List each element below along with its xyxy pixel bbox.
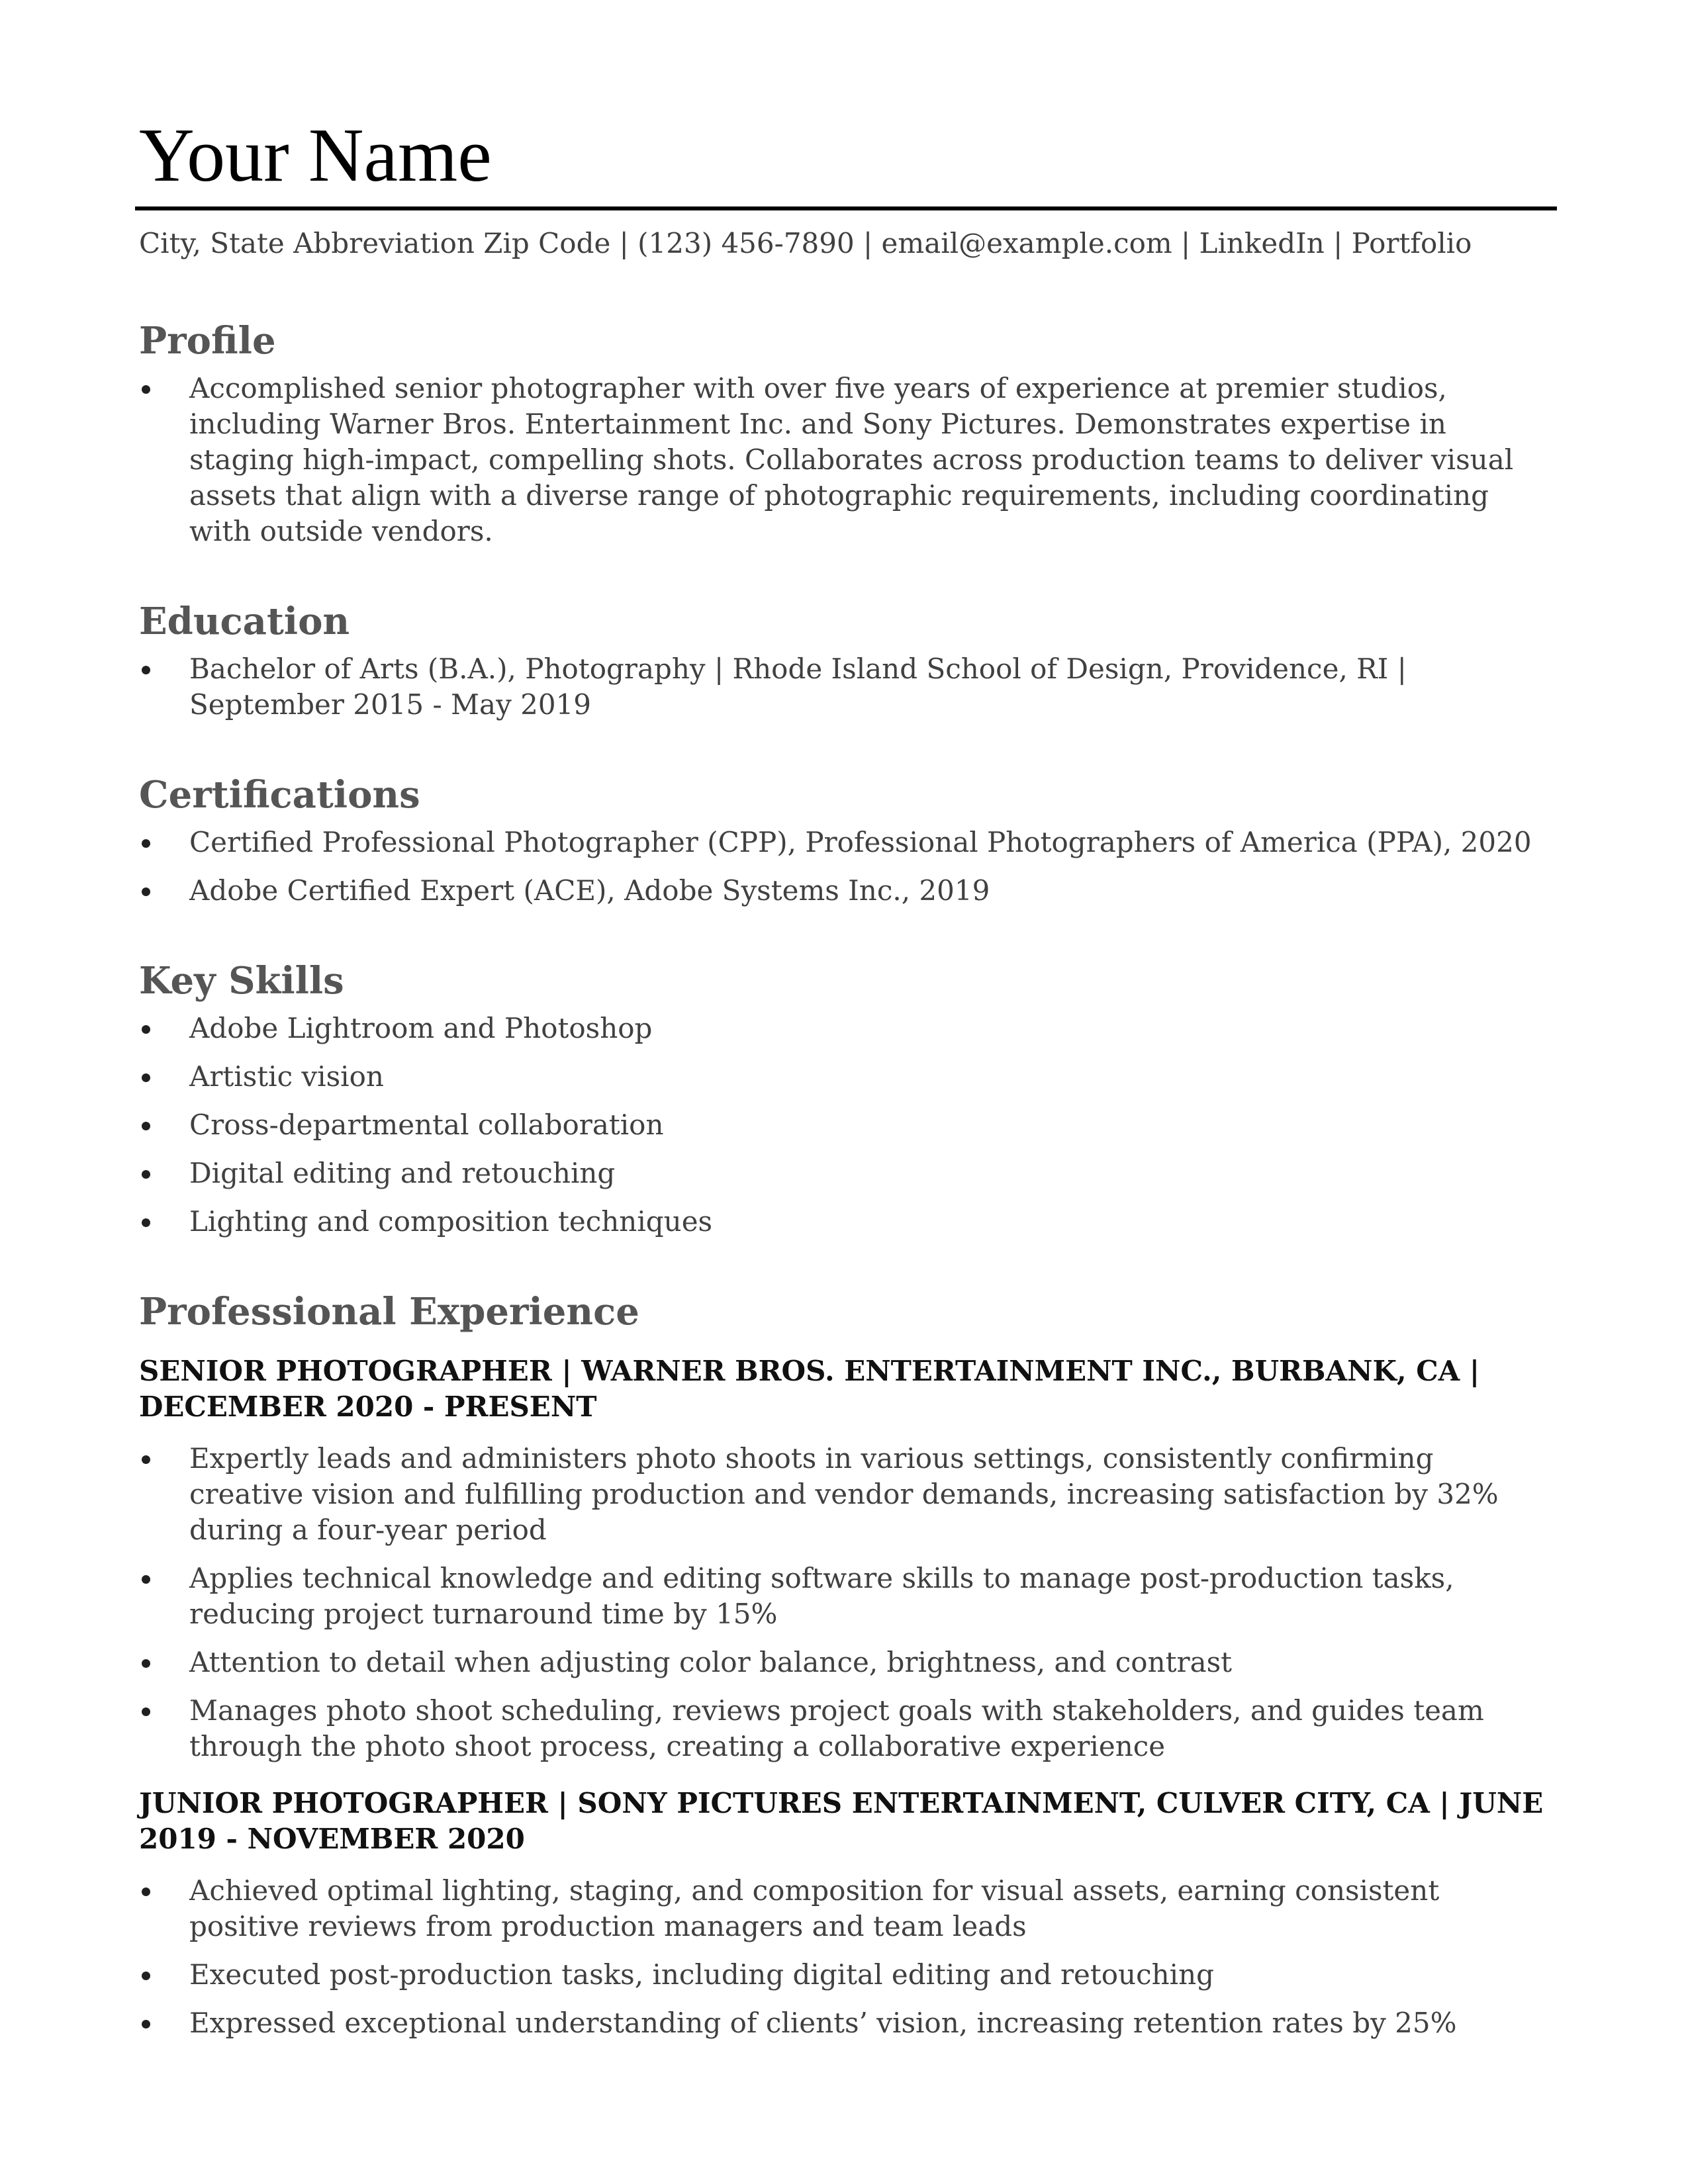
job-1-list [139, 1441, 1549, 1764]
job-heading-junior-photographer: JUNIOR PHOTOGRAPHER | SONY PICTURES ENTERTAINMENT, CULVER CITY, CA | JUNE 2019 - NOVEMBER 2020 [139, 1787, 1544, 1855]
list-item: Manages photo shoot scheduling, reviews project goals with stakeholders, and guides team through the photo shoot process, creating a collaborative experience [139, 1693, 1549, 1764]
list-item: Expressed exceptional understanding of clients’ vision, increasing retention rates by 25% [139, 2005, 1549, 2041]
list-item: Certified Professional Photographer (CPP), Professional Photographers of America (PPA), 2020 [139, 825, 1549, 860]
list-item: Cross-departmental collaboration [139, 1107, 1549, 1143]
section-title-professional-experience: Professional Experience [139, 1290, 639, 1334]
section-title-certifications: Certifications [139, 773, 420, 817]
list-item: Applies technical knowledge and editing software skills to manage post-production tasks, reducing project turnaround time by 15% [139, 1561, 1549, 1632]
list-item: Bachelor of Arts (B.A.), Photography | Rhode Island School of Design, Providence, RI | September 2015 - May 2019 [139, 651, 1549, 723]
list-item: Lighting and composition techniques [139, 1204, 1549, 1240]
list-item: Artistic vision [139, 1059, 1549, 1095]
education-list [139, 651, 1549, 723]
list-item: Adobe Certified Expert (ACE), Adobe Systems Inc., 2019 [139, 873, 1549, 909]
section-title-profile: Profile [139, 319, 276, 363]
contact-line: City, State Abbreviation Zip Code | (123) 456-7890 | email@example.com | LinkedIn | Portfolio [139, 227, 1472, 259]
job-heading-senior-photographer: SENIOR PHOTOGRAPHER | WARNER BROS. ENTERTAINMENT INC., BURBANK, CA | DECEMBER 2020 - PRESENT [139, 1355, 1480, 1423]
certifications-list [139, 825, 1549, 909]
list-item: Achieved optimal lighting, staging, and composition for visual assets, earning consistent positive reviews from production managers and team leads [139, 1873, 1549, 1944]
list-item: Expertly leads and administers photo shoots in various settings, consistently confirming creative vision and fulfilling production and vendor demands, increasing satisfaction by 32% during a four-year period [139, 1441, 1549, 1548]
section-title-key-skills: Key Skills [139, 959, 344, 1003]
skills-list [139, 1011, 1549, 1240]
job-2-list [139, 1873, 1549, 2041]
list-item: Digital editing and retouching [139, 1156, 1549, 1191]
list-item: Attention to detail when adjusting color balance, brightness, and contrast [139, 1645, 1549, 1680]
profile-list [139, 371, 1549, 549]
section-title-education: Education [139, 600, 350, 643]
list-item: Adobe Lightroom and Photoshop [139, 1011, 1549, 1046]
header-divider [135, 206, 1557, 210]
list-item: Accomplished senior photographer with over five years of experience at premier studios, including Warner Bros. Entertainment Inc. and Sony Pictures. Demonstrates expertise in staging high-impact, compelling shots. Collaborates across production teams to deliver visual assets that align with a diverse range of photographic requirements, including coordinating with outside vendors. [139, 371, 1549, 549]
list-item: Executed post-production tasks, including digital editing and retouching [139, 1957, 1549, 1993]
resume-name: Your Name [139, 113, 492, 198]
